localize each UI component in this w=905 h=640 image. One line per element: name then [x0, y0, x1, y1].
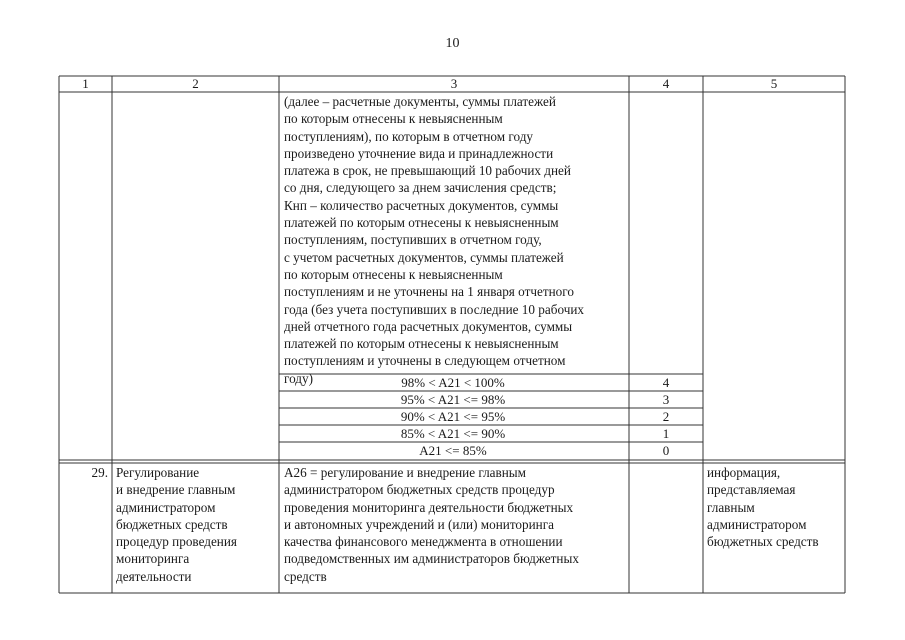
text-line: бюджетных средств [707, 534, 819, 550]
text-line: главным [707, 499, 755, 515]
text-line: представляемая [707, 482, 796, 498]
text-line: подведомственных им администраторов бюджетных [284, 551, 579, 567]
text-line: платежа в срок, не превышающий 10 рабочих дней [284, 163, 571, 179]
text-line: году) [284, 370, 313, 386]
criterion-condition: 95% < A21 <= 98% [400, 392, 506, 407]
text-line: качества финансового менеджмента в отношении [284, 534, 563, 550]
criterion-score: 4 [662, 375, 670, 390]
header-col-2: 2 [192, 76, 199, 91]
text-line: по которым отнесены к невыясненным [284, 266, 503, 282]
text-line: дней отчетного года расчетных документов, суммы [284, 318, 573, 334]
criterion-score: 1 [662, 426, 670, 441]
header-col-4: 4 [662, 76, 670, 91]
text-line: произведено уточнение вида и принадлежности [284, 145, 554, 161]
text-line: средств [284, 568, 327, 584]
information-source [707, 464, 843, 550]
criterion-condition: 85% < A21 <= 90% [400, 426, 506, 441]
criterion-score: 2 [662, 409, 670, 424]
text-line: администратором [116, 499, 216, 515]
header-col-3: 3 [450, 76, 458, 91]
page-number: 10 [445, 36, 460, 51]
text-line: года (без учета поступивших в последние 10 рабочих [284, 301, 584, 317]
text-line: поступлениям и уточнены в следующем отчетном [284, 353, 566, 369]
text-line: администратором бюджетных средств процедур [284, 482, 555, 498]
text-line: платежей по которым отнесены к невыясненным [284, 336, 559, 352]
text-line: процедур проведения [116, 534, 237, 550]
indicator-formula [284, 464, 628, 585]
formula-description [284, 93, 628, 387]
criterion-condition: 98% < A21 < 100% [401, 375, 505, 390]
text-line: А26 = регулирование и внедрение главным [284, 465, 527, 480]
text-line: бюджетных средств [116, 516, 228, 532]
text-line: проведения мониторинга деятельности бюджетных [284, 499, 574, 515]
text-line: Регулирование [116, 465, 200, 480]
criterion-condition: 90% < A21 <= 95% [400, 409, 506, 424]
text-line: (далее – расчетные документы, суммы платежей [284, 94, 556, 109]
indicator-name [116, 464, 276, 585]
text-line: и внедрение главным [116, 482, 236, 498]
text-line: информация, [707, 465, 781, 480]
criterion-score: 0 [662, 443, 670, 458]
text-line: с учетом расчетных документов, суммы платежей [284, 249, 564, 265]
text-line: поступлениям), по которым в отчетном году [284, 128, 533, 144]
text-line: платежей по которым отнесены к невыясненным [284, 215, 559, 231]
criterion-condition: A21 <= 85% [419, 443, 487, 458]
text-line: поступлениям и не уточнены на 1 января отчетного [284, 284, 574, 300]
header-col-1: 1 [82, 76, 89, 91]
header-col-5: 5 [770, 76, 778, 91]
text-line: мониторинга [116, 551, 190, 567]
text-line: поступлениям, поступивших в отчетном году, [284, 232, 542, 248]
criterion-score: 3 [662, 392, 670, 407]
text-line: Кнп – количество расчетных документов, суммы [284, 197, 559, 213]
text-line: со дня, следующего за днем зачисления средств; [284, 180, 557, 196]
text-line: и автономных учреждений и (или) мониторинга [284, 516, 554, 532]
text-line: администратором [707, 516, 807, 532]
text-line: деятельности [116, 568, 192, 584]
row-number: 29. [91, 465, 108, 480]
text-line: по которым отнесены к невыясненным [284, 111, 503, 127]
